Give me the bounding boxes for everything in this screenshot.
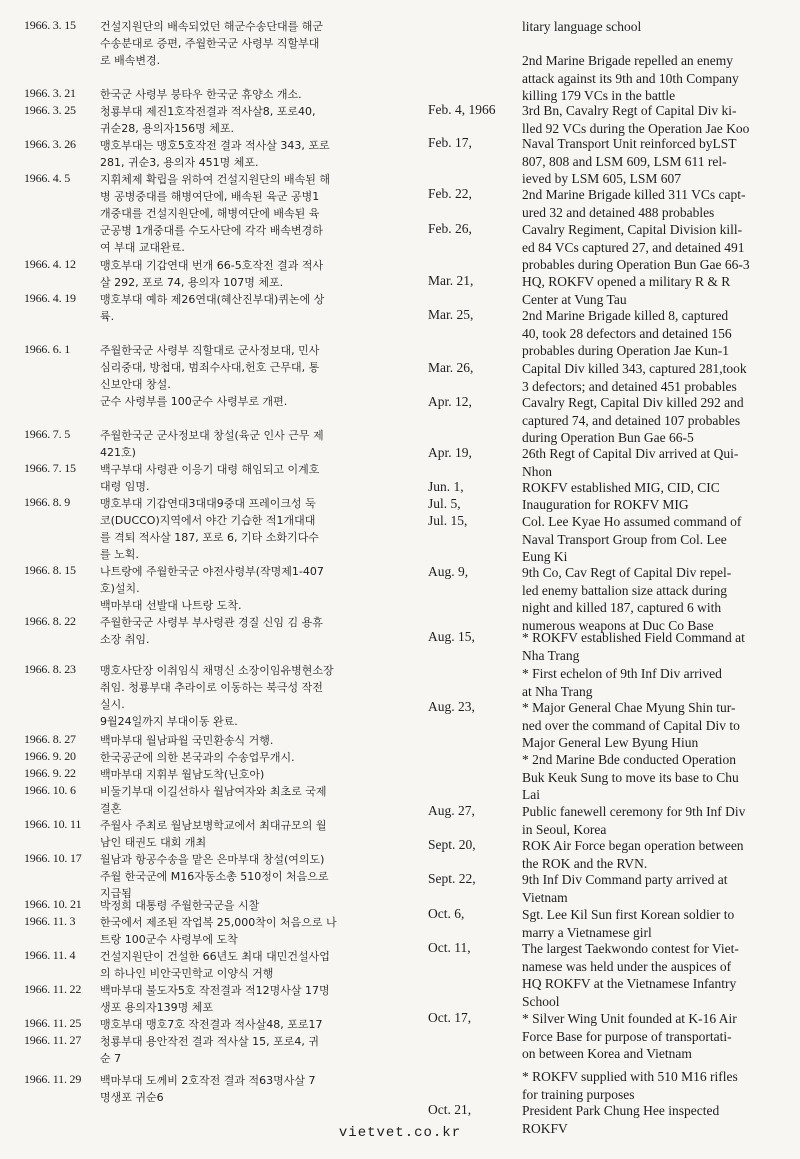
english-entry-date: Feb. 26, bbox=[428, 221, 472, 236]
korean-entry-text: 한국군 사령부 붕타우 한국군 휴양소 개소. bbox=[100, 88, 302, 101]
korean-entry-text: 백마부대 불도자5호 작전결과 적12명사살 17명 생포 용의자139명 체포 bbox=[100, 984, 330, 1014]
korean-entry bbox=[24, 817, 404, 851]
english-entry bbox=[428, 18, 788, 36]
english-entry bbox=[428, 394, 788, 447]
english-entry-date: Oct. 11, bbox=[428, 940, 471, 955]
korean-entry bbox=[24, 137, 404, 171]
english-entry bbox=[428, 1068, 788, 1103]
english-entry bbox=[428, 665, 788, 700]
english-entry bbox=[428, 307, 788, 360]
english-entry bbox=[428, 751, 788, 804]
korean-entry bbox=[24, 766, 404, 783]
korean-entry-text: 주월한국군 군사정보대 창설(육군 인사 근무 제 421호) bbox=[100, 429, 324, 459]
korean-entry bbox=[24, 171, 404, 256]
korean-entry-date: 1966. 11. 22 bbox=[24, 982, 82, 996]
korean-entry-date: 1966. 11. 3 bbox=[24, 914, 76, 928]
english-entry-date: Mar. 25, bbox=[428, 307, 474, 322]
english-entry bbox=[428, 629, 788, 664]
english-entry-date: Oct. 6, bbox=[428, 906, 465, 921]
korean-entry bbox=[24, 982, 404, 1016]
korean-entry-text: 맹호부대 기갑연대 번개 66-5호작전 결과 적사 살 292, 포로 74, 용의자 107명 체포. bbox=[100, 259, 324, 289]
english-entry-text: * First echelon of 9th Inf Div arrived at Nha Trang bbox=[522, 666, 722, 699]
korean-entry bbox=[24, 783, 404, 817]
english-entry-date: Mar. 26, bbox=[428, 360, 474, 375]
english-entry-text: Sgt. Lee Kil Sun first Korean soldier to marry a Vietnamese girl bbox=[522, 907, 735, 940]
korean-entry bbox=[24, 291, 404, 325]
english-entry-text: Capital Div killed 343, captured 281,took 3 defectors; and detained 451 probables bbox=[522, 361, 747, 394]
english-entry-text: 26th Regt of Capital Div arrived at Qui- Nhon bbox=[522, 446, 739, 479]
english-entry-text: 9th Co, Cav Regt of Capital Div repel- led enemy battalion size attack during night and killed 187, captured 6 with numerous weapons at Duc Co Base bbox=[522, 565, 732, 633]
korean-entry-date: 1966. 10. 21 bbox=[24, 897, 82, 911]
english-entry-text: * Silver Wing Unit founded at K-16 Air Force Base for purpose of transportati- on between Korea and Vietnam bbox=[522, 1011, 737, 1062]
english-entry-text: * 2nd Marine Bde conducted Operation Buk Keuk Sung to move its base to Chu Lai bbox=[522, 752, 739, 803]
english-entry-date: Sept. 22, bbox=[428, 871, 476, 886]
korean-entry-date: 1966. 11. 29 bbox=[24, 1072, 82, 1086]
english-entry-date: Aug. 9, bbox=[428, 564, 469, 579]
korean-entry bbox=[24, 1072, 404, 1106]
korean-entry-text: 비둘기부대 이길선하사 월남여자와 최초로 국제 결혼 bbox=[100, 785, 327, 815]
english-entry-text: Cavalry Regiment, Capital Division kill- ed 84 VCs captured 27, and detained 491 probables during Operation Bun Gae 66-3 bbox=[522, 222, 750, 273]
korean-entry bbox=[24, 662, 404, 730]
english-entry-date: Feb. 4, 1966 bbox=[428, 102, 496, 117]
korean-entry-text: 건설지원단이 건설한 66년도 최대 대민건설사업 의 하나인 비안국민학교 이양식 거행 bbox=[100, 950, 330, 980]
korean-entry bbox=[24, 897, 404, 914]
english-entry-text: Public fanewell ceremony for 9th Inf Div in Seoul, Korea bbox=[522, 804, 746, 837]
english-entry-date: Jul. 5, bbox=[428, 496, 461, 511]
korean-entry-text: 맹호부대는 맹호5호작전 결과 적사살 343, 포로 281, 귀순3, 용의자 451명 체포. bbox=[100, 139, 330, 169]
english-entry-text: 2nd Marine Brigade killed 311 VCs capt- ured 32 and detained 488 probables bbox=[522, 187, 746, 220]
english-entry bbox=[428, 513, 788, 566]
korean-entry bbox=[24, 342, 404, 410]
korean-entry-text: 백마부대 월남파월 국민환송식 거행. bbox=[100, 734, 274, 747]
korean-entry-date: 1966. 8. 22 bbox=[24, 614, 76, 628]
english-entry bbox=[428, 273, 788, 308]
english-entry-text: The largest Taekwondo contest for Viet- namese was held under the auspices of HQ ROKFV at the Vietnamese Infantry School bbox=[522, 941, 739, 1009]
korean-entry bbox=[24, 948, 404, 982]
korean-entry-text: 박정희 대통령 주월한국군을 시찰 bbox=[100, 899, 260, 912]
english-entry bbox=[428, 52, 788, 105]
footer-watermark: vietvet.co.kr bbox=[338, 1125, 462, 1141]
korean-entry-date: 1966. 11. 27 bbox=[24, 1033, 82, 1047]
korean-entry bbox=[24, 851, 404, 902]
korean-entry-date: 1966. 4. 5 bbox=[24, 171, 71, 185]
english-entry bbox=[428, 803, 788, 838]
korean-entry-text: 한국에서 제조된 작업복 25,000착이 처음으로 나 트랑 100군수 사령부에 도착 bbox=[100, 916, 337, 946]
english-entry bbox=[428, 837, 788, 872]
korean-entry-date: 1966. 4. 19 bbox=[24, 291, 76, 305]
korean-entry-text: 주월한국군 사령부 직할대로 군사정보대, 민사 심리중대, 방첩대, 범죄수사대,헌호 근무대, 통 신보안대 창설. 군수 사령부를 100군수 사령부로 개편. bbox=[100, 344, 320, 408]
korean-entry bbox=[24, 427, 404, 461]
english-entry bbox=[428, 496, 788, 514]
english-entry-date: Aug. 27, bbox=[428, 803, 475, 818]
korean-entry-date: 1966. 4. 12 bbox=[24, 257, 76, 271]
korean-entry bbox=[24, 86, 404, 103]
korean-entry-date: 1966. 10. 11 bbox=[24, 817, 82, 831]
korean-entry bbox=[24, 732, 404, 749]
english-entry bbox=[428, 102, 788, 137]
korean-entry-date: 1966. 8. 27 bbox=[24, 732, 76, 746]
korean-entry-date: 1966. 8. 23 bbox=[24, 662, 76, 676]
english-entry-text: President Park Chung Hee inspected ROKFV bbox=[522, 1103, 720, 1136]
korean-entry-text: 지휘체제 확립을 위하여 건설지원단의 배속된 해 병 공병중대를 해병여단에, 배속된 육군 공병1 개중대를 건설지원단에, 해병여단에 배속된 육 군공병 1개중대를 수도사단에 각각 배속변경하 여 부대 교대완료. bbox=[100, 173, 331, 254]
english-entry bbox=[428, 940, 788, 1010]
english-entry bbox=[428, 445, 788, 480]
english-entry-date: Sept. 20, bbox=[428, 837, 476, 852]
korean-entry-date: 1966. 8. 15 bbox=[24, 563, 76, 577]
korean-entry-date: 1966. 9. 20 bbox=[24, 749, 76, 763]
english-entry-text: 3rd Bn, Cavalry Regt of Capital Div ki- lled 92 VCs during the Operation Jae Koo bbox=[522, 103, 750, 136]
english-entry-text: * Major General Chae Myung Shin tur- ned over the command of Capital Div to Major General Lew Byung Hiun bbox=[522, 700, 740, 751]
korean-entry-text: 백마부대 도께비 2호작전 결과 적63명사살 7 명생포 귀순6 bbox=[100, 1074, 316, 1104]
english-entry-date: Jul. 15, bbox=[428, 513, 468, 528]
korean-entry-date: 1966. 3. 15 bbox=[24, 18, 76, 32]
english-entry-text: Naval Transport Unit reinforced byLST 807, 808 and LSM 609, LSM 611 rel- ieved by LSM 605, LSM 607 bbox=[522, 136, 737, 187]
english-entry-text: ROK Air Force began operation between the ROK and the RVN. bbox=[522, 838, 744, 871]
korean-entry-text: 청룡부대 제진1호작전결과 적사살8, 포로40, 귀순28, 용의자156명 체포. bbox=[100, 105, 316, 135]
korean-entry-date: 1966. 10. 6 bbox=[24, 783, 76, 797]
korean-entry-text: 백구부대 사령관 이응기 대령 해임되고 이계호 대령 임명. bbox=[100, 463, 320, 493]
english-entry-text: Col. Lee Kyae Ho assumed command of Naval Transport Group from Col. Lee Eung Ki bbox=[522, 514, 742, 565]
english-entry bbox=[428, 186, 788, 221]
korean-entry-date: 1966. 7. 5 bbox=[24, 427, 71, 441]
korean-entry-text: 청룡부대 용안작전 결과 적사살 15, 포로4, 귀 순 7 bbox=[100, 1035, 319, 1065]
korean-entry-date: 1966. 8. 9 bbox=[24, 495, 71, 509]
korean-entry bbox=[24, 257, 404, 291]
korean-entry-date: 1966. 11. 4 bbox=[24, 948, 76, 962]
korean-entry bbox=[24, 1016, 404, 1033]
english-entry-date: Feb. 22, bbox=[428, 186, 472, 201]
korean-entry bbox=[24, 495, 404, 563]
english-entry bbox=[428, 906, 788, 941]
english-entry bbox=[428, 1010, 788, 1063]
korean-entry-date: 1966. 6. 1 bbox=[24, 342, 71, 356]
korean-entry-text: 맹호부대 맹호7호 작전결과 적사살48, 포로17 bbox=[100, 1018, 323, 1031]
korean-entry-date: 1966. 10. 17 bbox=[24, 851, 82, 865]
english-entry-text: HQ, ROKFV opened a military R & R Center at Vung Tau bbox=[522, 274, 731, 307]
korean-entry-date: 1966. 3. 21 bbox=[24, 86, 76, 100]
korean-entry bbox=[24, 749, 404, 766]
korean-entry-date: 1966. 7. 15 bbox=[24, 461, 76, 475]
korean-entry-text: 건설지원단의 배속되었던 해군수송단대를 해군 수송분대로 증편, 주월한국군 사령부 직할부대 로 배속변경. bbox=[100, 20, 324, 67]
english-entry-date: Apr. 19, bbox=[428, 445, 472, 460]
korean-entry-date: 1966. 3. 26 bbox=[24, 137, 76, 151]
english-entry bbox=[428, 564, 788, 634]
korean-entry-text: 백마부대 지휘부 월남도착(닌호아) bbox=[100, 768, 265, 781]
english-entry bbox=[428, 871, 788, 906]
english-entry bbox=[428, 479, 788, 497]
english-entry-date: Aug. 23, bbox=[428, 699, 475, 714]
korean-entry-date: 1966. 11. 25 bbox=[24, 1016, 82, 1030]
english-entry-text: 2nd Marine Brigade killed 8, captured 40, took 28 defectors and detained 156 probables during Operation Jae Kun-1 bbox=[522, 308, 732, 359]
english-entry-date: Oct. 17, bbox=[428, 1010, 472, 1025]
english-entry bbox=[428, 699, 788, 752]
korean-entry bbox=[24, 914, 404, 948]
korean-entry bbox=[24, 563, 404, 614]
korean-entry bbox=[24, 461, 404, 495]
english-entry-text: Cavalry Regt, Capital Div killed 292 and captured 74, and detained 107 probables during Operation Bun Gae 66-5 bbox=[522, 395, 744, 446]
korean-entry-date: 1966. 3. 25 bbox=[24, 103, 76, 117]
korean-entry-text: 주월사 주최로 월남보병학교에서 최대규모의 월 남인 태권도 대회 개최 bbox=[100, 819, 327, 849]
english-entry-text: 9th Inf Div Command party arrived at Vietnam bbox=[522, 872, 728, 905]
english-entry-date: Oct. 21, bbox=[428, 1102, 472, 1117]
korean-entry-text: 맹호부대 예하 제26연대(혜산진부대)퀴논에 상 륙. bbox=[100, 293, 325, 323]
korean-entry bbox=[24, 1033, 404, 1067]
english-entry-text: ROKFV established MIG, CID, CIC bbox=[522, 480, 720, 495]
korean-entry-text: 맹호부대 기갑연대3대대9중대 프레이크성 둑 코(DUCCO)지역에서 야간 기습한 적1개대대 를 격퇴 적사살 187, 포로 6, 기타 소화기다수 를 노획. bbox=[100, 497, 319, 561]
english-entry-text: * ROKFV established Field Command at Nha Trang bbox=[522, 630, 745, 663]
english-entry-text: 2nd Marine Brigade repelled an enemy attack against its 9th and 10th Company killing 179 VCs in the battle bbox=[522, 53, 739, 104]
english-entry bbox=[428, 360, 788, 395]
korean-entry bbox=[24, 18, 404, 69]
english-entry-date: Mar. 21, bbox=[428, 273, 474, 288]
english-entry bbox=[428, 221, 788, 274]
korean-entry bbox=[24, 103, 404, 137]
korean-entry-text: 한국공군에 의한 본국과의 수송업무개시. bbox=[100, 751, 295, 764]
english-entry-date: Feb. 17, bbox=[428, 135, 472, 150]
korean-entry-text: 나트랑에 주월한국군 야전사령부(작명제1-407 호)설치. 백마부대 선발대 나트랑 도착. bbox=[100, 565, 324, 612]
english-entry-date: Apr. 12, bbox=[428, 394, 472, 409]
english-entry-date: Aug. 15, bbox=[428, 629, 475, 644]
korean-entry-text: 맹호사단장 이취임식 채명신 소장이임유병현소장 취임. 청룡부대 추라이로 이동하는 북극성 작전 실시. 9월24일까지 부대이동 완료. bbox=[100, 664, 334, 728]
english-entry-text: litary language school bbox=[522, 19, 642, 34]
korean-entry bbox=[24, 614, 404, 648]
english-entry bbox=[428, 135, 788, 188]
english-entry-date: Jun. 1, bbox=[428, 479, 464, 494]
english-entry-text: * ROKFV supplied with 510 M16 rifles for training purposes bbox=[522, 1069, 738, 1102]
english-entry-text: Inauguration for ROKFV MIG bbox=[522, 497, 689, 512]
korean-entry-text: 주월한국군 사령부 부사령관 경질 신임 김 용휴 소장 취임. bbox=[100, 616, 323, 646]
korean-entry-text: 월남과 항공수송을 맡은 은마부대 창설(여의도) 주월 한국군에 M16자동소총 510정이 처음으로 지급됨 bbox=[100, 853, 329, 900]
korean-entry-date: 1966. 9. 22 bbox=[24, 766, 76, 780]
